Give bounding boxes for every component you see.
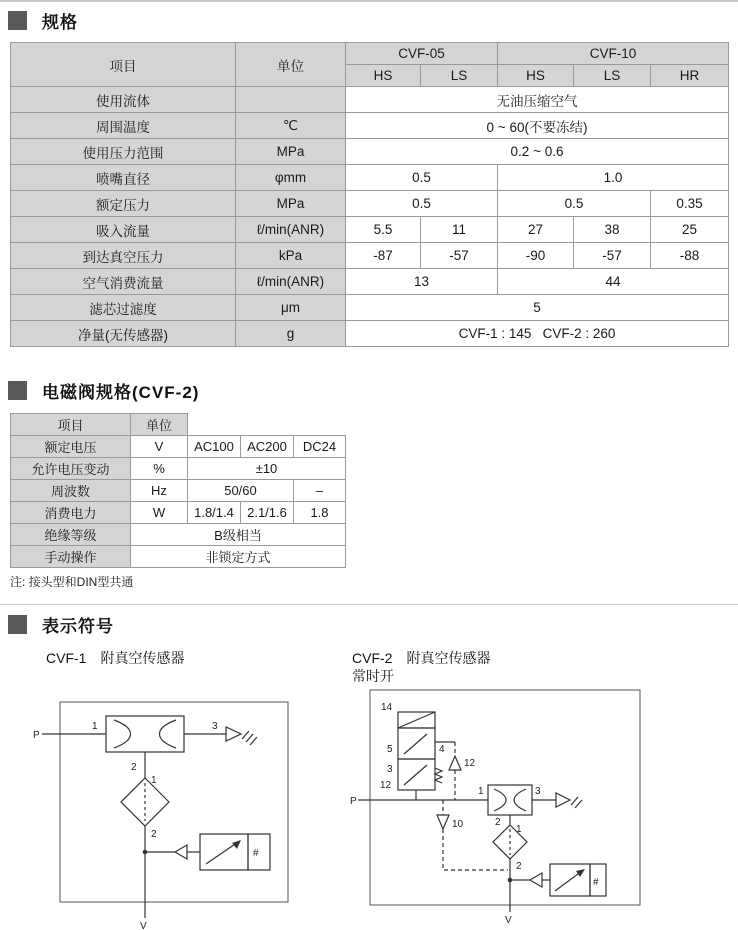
sensor-arrowhead [232,840,241,849]
col-subheader: HS [498,65,574,87]
row-value: 0.5 [346,191,498,217]
row-value: AC200 [241,436,294,458]
row-unit: Hz [131,480,188,502]
col-header-item: 项目 [11,414,131,436]
row-unit: kPa [236,243,346,269]
section-title-symbols: 表示符号 [42,617,114,636]
cvf2-diagram-title [352,648,490,668]
pilot-check-valve-10 [437,815,449,829]
table-row [11,165,729,191]
row-label: 周围温度 [11,113,236,139]
row-value: -57 [574,243,651,269]
row-unit: ℃ [236,113,346,139]
table-row [11,480,346,502]
row-label: 使用流体 [11,87,236,113]
cvf2-label: 附真空传感器 [406,650,491,666]
row-label: 到达真空压力 [11,243,236,269]
sensor-contact-glyph: # [593,877,599,888]
section-header-valve [8,378,199,403]
col-header-item: 项目 [11,43,236,87]
table-row [11,458,346,480]
row-value: -87 [346,243,421,269]
row-value: 50/60 [188,480,294,502]
page-top-rule [0,0,738,2]
row-value: 非锁定方式 [131,546,346,568]
table-row [11,502,346,524]
filter-out-label: 2 [516,861,522,872]
table-row [11,269,729,295]
row-label: 绝缘等级 [11,524,131,546]
port-v-label: V [140,921,147,930]
table-row [11,524,346,546]
row-value: 2.1/1.6 [241,502,294,524]
port-5-label: 5 [387,744,393,755]
table-row [11,436,346,458]
row-unit [236,87,346,113]
table-row [11,139,729,165]
section-header-symbols [8,612,114,637]
row-value: 0 ~ 60(不要冻结) [346,113,729,139]
row-unit: μm [236,295,346,321]
row-value: 1.8/1.4 [188,502,241,524]
row-value: AC100 [188,436,241,458]
sensor-arrowhead [576,869,585,877]
row-value: 0.2 ~ 0.6 [346,139,729,165]
col-header-cvf10: CVF-10 [498,43,729,65]
valve-spec-table [10,413,346,568]
port-4-label: 4 [439,744,445,755]
port-2-label: 2 [131,762,137,773]
col-header-unit: 单位 [131,414,188,436]
table-row [11,43,729,65]
row-label: 允许电压变动 [11,458,131,480]
port-3-label: 3 [212,721,218,732]
filter-in-label: 1 [516,824,522,835]
cvf1-label: 附真空传感器 [100,650,185,666]
ejector-2-label: 2 [495,817,501,828]
port-1-label: 1 [92,721,98,732]
row-unit: φmm [236,165,346,191]
section-title-spec: 规格 [42,13,78,32]
row-value: 11 [421,217,498,243]
check-valve-icon [175,845,187,859]
section-bullet-icon [8,381,27,400]
port-3-label: 3 [387,764,393,775]
row-label: 额定压力 [11,191,236,217]
col-subheader: LS [574,65,651,87]
row-label: 消费电力 [11,502,131,524]
row-label: 额定电压 [11,436,131,458]
port-14-label: 14 [381,702,393,713]
port-p-label: P [33,730,40,741]
pilot-check-valve-12 [449,756,461,770]
row-value: 0.5 [346,165,498,191]
row-value: 5.5 [346,217,421,243]
row-value: 25 [651,217,729,243]
row-value: DC24 [294,436,346,458]
table-row [11,546,346,568]
cvf2-subtitle: 常时开 [352,668,394,684]
table-row [11,113,729,139]
exhaust-silencer-icon [226,727,241,741]
cvf1-diagram-svg [28,690,308,930]
section-bullet-icon [8,615,27,634]
row-value: 13 [346,269,498,295]
filter-in-label: 1 [151,775,157,786]
table-row [11,217,729,243]
row-unit: ℓ/min(ANR) [236,269,346,295]
section-title-valve: 电磁阀规格(CVF-2) [42,383,200,402]
table-row [11,191,729,217]
row-value: CVF-1 : 145 CVF-2 : 260 [346,321,729,347]
row-label: 周波数 [11,480,131,502]
row-unit: ℓ/min(ANR) [236,217,346,243]
cvf1-circuit-diagram [28,690,308,930]
ejector-3-label: 3 [535,786,541,797]
row-value: 1.8 [294,502,346,524]
table-row [11,295,729,321]
row-value: 38 [574,217,651,243]
row-value: 5 [346,295,729,321]
sensor-contact-glyph: # [253,848,259,859]
cvf2-diagram-svg [342,682,652,927]
cvf1-diagram-title [46,648,184,668]
col-header-unit: 单位 [236,43,346,87]
spec-table [10,42,729,347]
row-value: 27 [498,217,574,243]
row-label: 喷嘴直径 [11,165,236,191]
row-label: 手动操作 [11,546,131,568]
row-value: – [294,480,346,502]
table-row [11,243,729,269]
junction-dot [508,878,513,883]
row-unit: V [131,436,188,458]
ejector-1-label: 1 [478,786,484,797]
row-value: 无油压缩空气 [346,87,729,113]
row-value: 1.0 [498,165,729,191]
valve-table-note: 注: 接头型和DIN型共通 [10,575,134,589]
port-p-label: P [350,796,357,807]
cvf1-enclosure [60,702,288,902]
header-spacer [188,414,346,436]
valve-spring-symbol [435,768,442,783]
row-label: 滤芯过滤度 [11,295,236,321]
col-subheader: HR [651,65,729,87]
section-header-spec [8,8,78,33]
row-value: -90 [498,243,574,269]
row-label: 吸入流量 [11,217,236,243]
row-value: -88 [651,243,729,269]
pilot-10-label: 10 [452,819,464,830]
cvf2-circuit-diagram [342,682,652,930]
row-unit: % [131,458,188,480]
table-row [11,87,729,113]
pilot-12-label: 12 [464,758,476,769]
check-valve-icon [530,873,542,887]
section-bullet-icon [8,11,27,30]
row-label: 空气消费流量 [11,269,236,295]
cvf1-model: CVF-1 [46,650,87,666]
row-value: 0.5 [498,191,651,217]
row-value: B级相当 [131,524,346,546]
table-row [11,321,729,347]
row-label: 净量(无传感器) [11,321,236,347]
row-label: 使用压力范围 [11,139,236,165]
port-12-label: 12 [380,780,392,791]
table-row [11,414,346,436]
row-value: 44 [498,269,729,295]
section-divider-rule [0,604,738,605]
port-v-label: V [505,915,512,926]
col-header-cvf05: CVF-05 [346,43,498,65]
row-unit: MPa [236,139,346,165]
col-subheader: LS [421,65,498,87]
col-subheader: HS [346,65,421,87]
filter-out-label: 2 [151,829,157,840]
row-unit: g [236,321,346,347]
row-value: ±10 [188,458,346,480]
row-value: -57 [421,243,498,269]
row-unit: W [131,502,188,524]
row-value: 0.35 [651,191,729,217]
exhaust-silencer-icon [556,793,570,807]
junction-dot [143,850,148,855]
row-unit: MPa [236,191,346,217]
cvf2-model: CVF-2 [352,650,393,666]
